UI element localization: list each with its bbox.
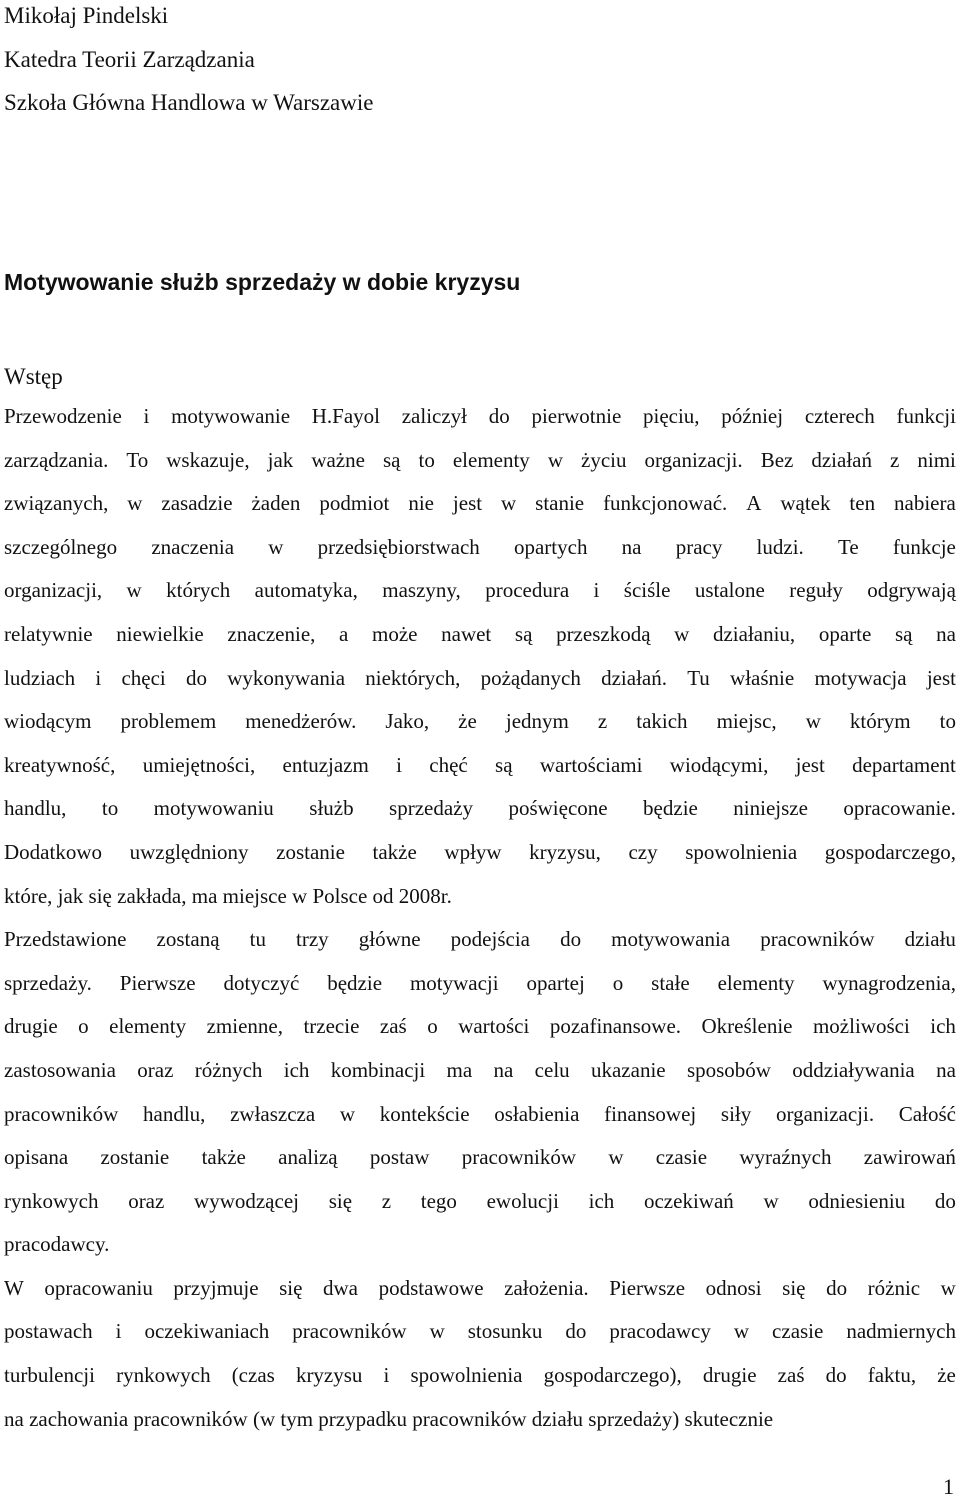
paragraph-line: kreatywność, umiejętności, entuzjazm i chęć są wartościami wiodącymi, jest departament xyxy=(4,752,956,777)
paragraph-line: Przedstawione zostaną tu trzy główne podejścia do motywowania pracowników działu xyxy=(4,927,956,952)
paragraph-line: rynkowych oraz wywodzącej się z tego ewolucji ich oczekiwań w odniesieniu do xyxy=(4,1188,956,1213)
paragraph-line: pracowników handlu, zwłaszcza w kontekście osłabienia finansowej siły organizacji. Całość xyxy=(4,1101,956,1126)
author-department: Katedra Teorii Zarządzania xyxy=(4,46,255,72)
paragraph-line: pracodawcy. xyxy=(4,1232,110,1257)
document-title: Motywowanie służb sprzedaży w dobie kryzysu xyxy=(4,269,521,295)
paragraph-line: opisana zostanie także analizą postaw pracowników w czasie wyraźnych zawirowań xyxy=(4,1145,956,1170)
paragraph-line: które, jak się zakłada, ma miejsce w Polsce od 2008r. xyxy=(4,883,452,908)
paragraph-line: związanych, w zasadzie żaden podmiot nie jest w stanie funkcjonować. A wątek ten nabiera xyxy=(4,491,956,516)
paragraph-line: handlu, to motywowaniu służb sprzedaży poświęcone będzie niniejsze opracowanie. xyxy=(4,796,956,821)
paragraph-line: Dodatkowo uwzględniony zostanie także wpływ kryzysu, czy spowolnienia gospodarczego, xyxy=(4,839,956,864)
paragraph-line: zastosowania oraz różnych ich kombinacji ma na celu ukazanie sposobów oddziaływania na xyxy=(4,1057,956,1082)
paragraph-line: organizacji, w których automatyka, maszyny, procedura i ściśle ustalone reguły odgrywają xyxy=(4,578,956,603)
paragraph-line: relatywnie niewielkie znaczenie, a może nawet są przeszkodą w działaniu, oparte są na xyxy=(4,621,956,646)
paragraph-line: W opracowaniu przyjmuje się dwa podstawowe założenia. Pierwsze odnosi się do różnic w xyxy=(4,1275,956,1300)
paragraph-line: sprzedaży. Pierwsze dotyczyć będzie motywacji opartej o stałe elementy wynagrodzenia, xyxy=(4,970,956,995)
paragraph-line: Przewodzenie i motywowanie H.Fayol zaliczył do pierwotnie pięciu, później czterech funkcji xyxy=(4,404,956,428)
author-block xyxy=(4,0,373,125)
paragraph-line: wiodącym problemem menedżerów. Jako, że jednym z takich miejsc, w którym to xyxy=(4,709,956,734)
paragraph-line: zarządzania. To wskazuje, jak ważne są to elementy w życiu organizacji. Bez działań z nimi xyxy=(4,447,956,472)
author-name: Mikołaj Pindelski xyxy=(4,3,169,28)
body-text xyxy=(4,395,956,1441)
paragraph xyxy=(4,1267,956,1441)
section-heading-intro: Wstęp xyxy=(4,364,63,389)
paragraph xyxy=(4,395,956,918)
page-number: 1 xyxy=(943,1474,954,1499)
paragraph-line: turbulencji rynkowych (czas kryzysu i spowolnienia gospodarczego), drugie zaś do faktu, że xyxy=(4,1363,956,1388)
paragraph-line: ludziach i chęci do wykonywania niektórych, pożądanych działań. Tu właśnie motywacja jest xyxy=(4,665,956,690)
paragraph-line: postawach i oczekiwaniach pracowników w stosunku do pracodawcy w czasie nadmiernych xyxy=(4,1319,956,1344)
author-school: Szkoła Główna Handlowa w Warszawie xyxy=(4,90,374,115)
paragraph-line: na zachowania pracowników (w tym przypadku pracowników działu sprzedaży) skutecznie xyxy=(4,1406,774,1431)
paragraph xyxy=(4,918,956,1267)
paragraph-line: drugie o elementy zmienne, trzecie zaś o wartości pozafinansowe. Określenie możliwości ich xyxy=(4,1014,956,1039)
paragraph-line: szczególnego znaczenia w przedsiębiorstwach opartych na pracy ludzi. Te funkcje xyxy=(4,534,956,559)
